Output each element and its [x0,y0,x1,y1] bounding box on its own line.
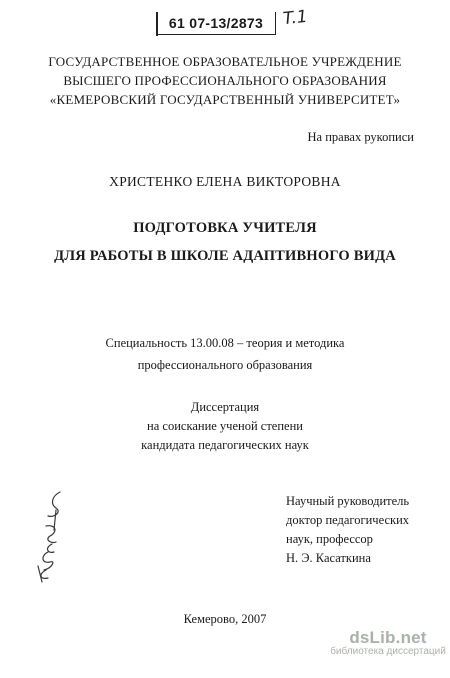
manuscript-note: На правах рукописи [307,130,414,144]
institution-header [0,52,450,109]
specialty-line-1: Специальность 13.00.08 – теория и методика [105,336,345,350]
dissertation-line-1: Диссертация [190,400,260,414]
watermark-logo: dsLib.net [349,628,427,647]
dissertation-line-2: на соискание ученой степени [147,419,303,433]
dissertation-line-3: кандидата педагогических наук [141,438,309,452]
author-name: ХРИСТЕНКО ЕЛЕНА ВИКТОРОВНА [109,174,341,189]
title-line-1: ПОДГОТОВКА УЧИТЕЛЯ [133,220,317,236]
handwritten-signature [26,486,72,586]
city-year: Кемерово, 2007 [183,612,267,626]
dslib-watermark [328,628,448,657]
specialty-line-2: профессионального образования [137,358,313,372]
dissertation-block [0,398,450,455]
advisor-line-1: Научный руководитель [286,494,410,508]
advisor-block [286,492,409,568]
institution-line-3: «КЕМЕРОВСКИЙ ГОСУДАРСТВЕННЫЙ УНИВЕРСИТЕТ» [49,92,401,107]
watermark-subtitle: библиотека диссертаций [330,646,446,657]
title-line-2: ДЛЯ РАБОТЫ В ШКОЛЕ АДАПТИВНОГО ВИДА [54,248,396,264]
advisor-line-3: наук, профессор [286,532,373,546]
handwritten-volume-mark: T.1 [282,6,309,30]
advisor-line-4: Н. Э. Касаткина [286,551,371,565]
library-stamp-code: 61 07-13/2873 [156,12,276,35]
institution-line-2: ВЫСШЕГО ПРОФЕССИОНАЛЬНОГО ОБРАЗОВАНИЯ [63,73,387,88]
institution-line-1: ГОСУДАРСТВЕННОЕ ОБРАЗОВАТЕЛЬНОЕ УЧРЕЖДЕНИЕ [48,54,402,69]
specialty-block [0,334,450,375]
advisor-line-2: доктор педагогических [286,513,410,527]
